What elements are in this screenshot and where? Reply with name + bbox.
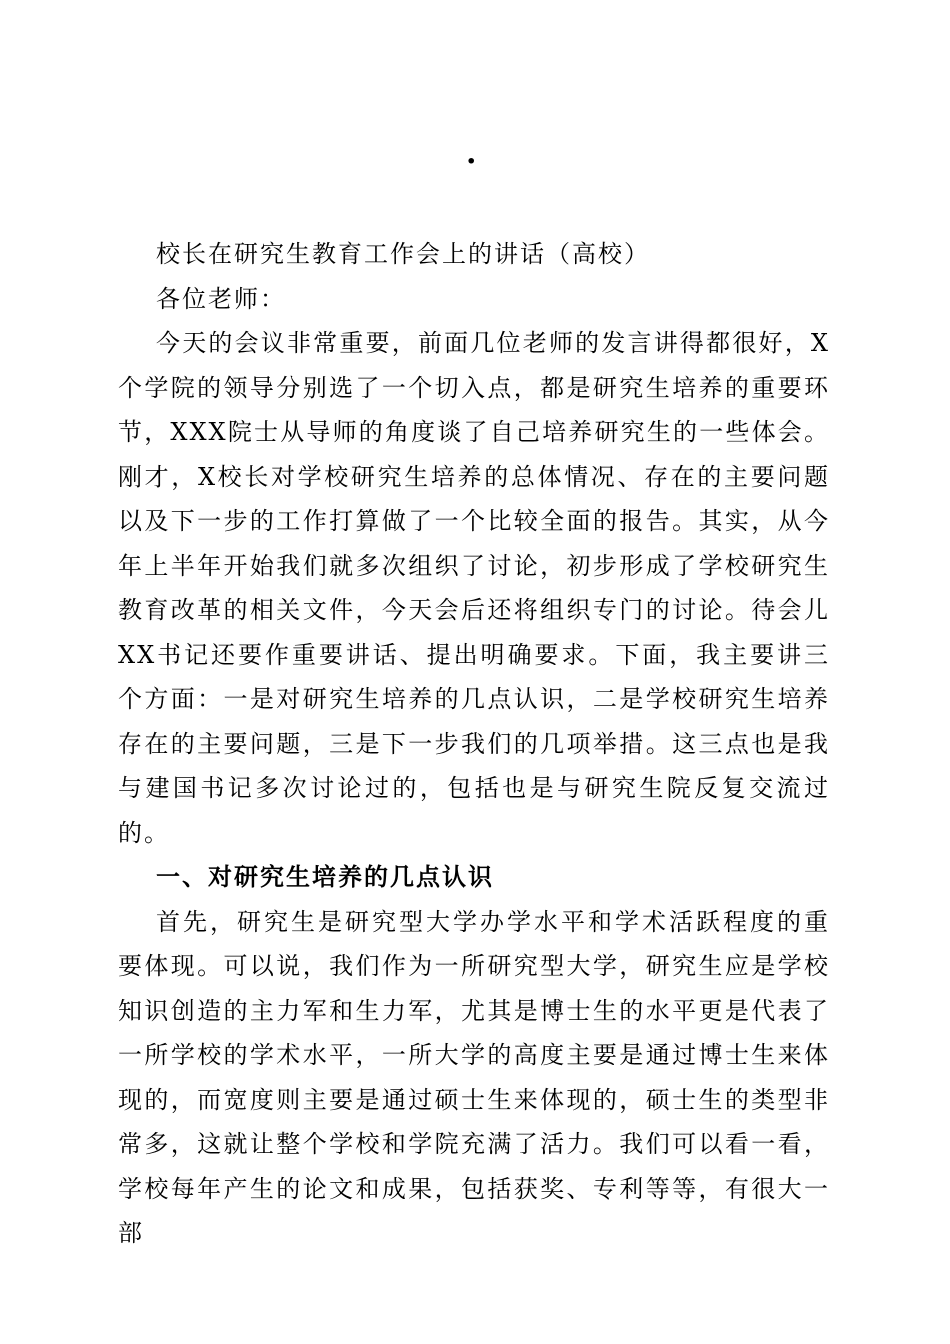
salutation: 各位老师： xyxy=(156,284,286,313)
paragraph-intro: 今天的会议非常重要，前面几位老师的发言讲得都很好，X个学院的领导分别选了一个切入点，都是研究生培养的重要环节，XXX院士从导师的角度谈了自己培养研究生的一些体会。刚才，X校长对学校研究生培养的总体情况、存在的主要问题以及下一步的工作打算做了一个比较全面的报告。其实，从今年上半年开始我们就多次组织了讨论，初步形成了学校研究生教育改革的相关文件，今天会后还将组织专门的讨论。待会儿XX书记还要作重要讲话、提出明确要求。下面，我主要讲三个方面：一是对研究生培养的几点认识，二是学校研究生培养存在的主要问题，三是下一步我们的几项举措。这三点也是我与建国书记多次讨论过的，包括也是与研究生院反复交流过的。 xyxy=(118,329,830,847)
document-title: 校长在研究生教育工作会上的讲话（高校） xyxy=(156,240,650,268)
paragraph-first-point: 首先，研究生是研究型大学办学水平和学术活跃程度的重要体现。可以说，我们作为一所研究型大学，研究生应是学校知识创造的主力军和生力军，尤其是博士生的水平更是代表了一所学校的学术水平，一所大学的高度主要是通过博士生来体现的，而宽度则主要是通过硕士生来体现的，硕士生的类型非常多，这就让整个学校和学院充满了活力。我们可以看一看，学校每年产生的论文和成果，包括获奖、专利等等，有很大一部 xyxy=(118,907,830,1247)
section-heading: 一、对研究生培养的几点认识 xyxy=(156,863,494,891)
header-dot: · xyxy=(466,144,477,179)
document-body xyxy=(118,232,830,1256)
